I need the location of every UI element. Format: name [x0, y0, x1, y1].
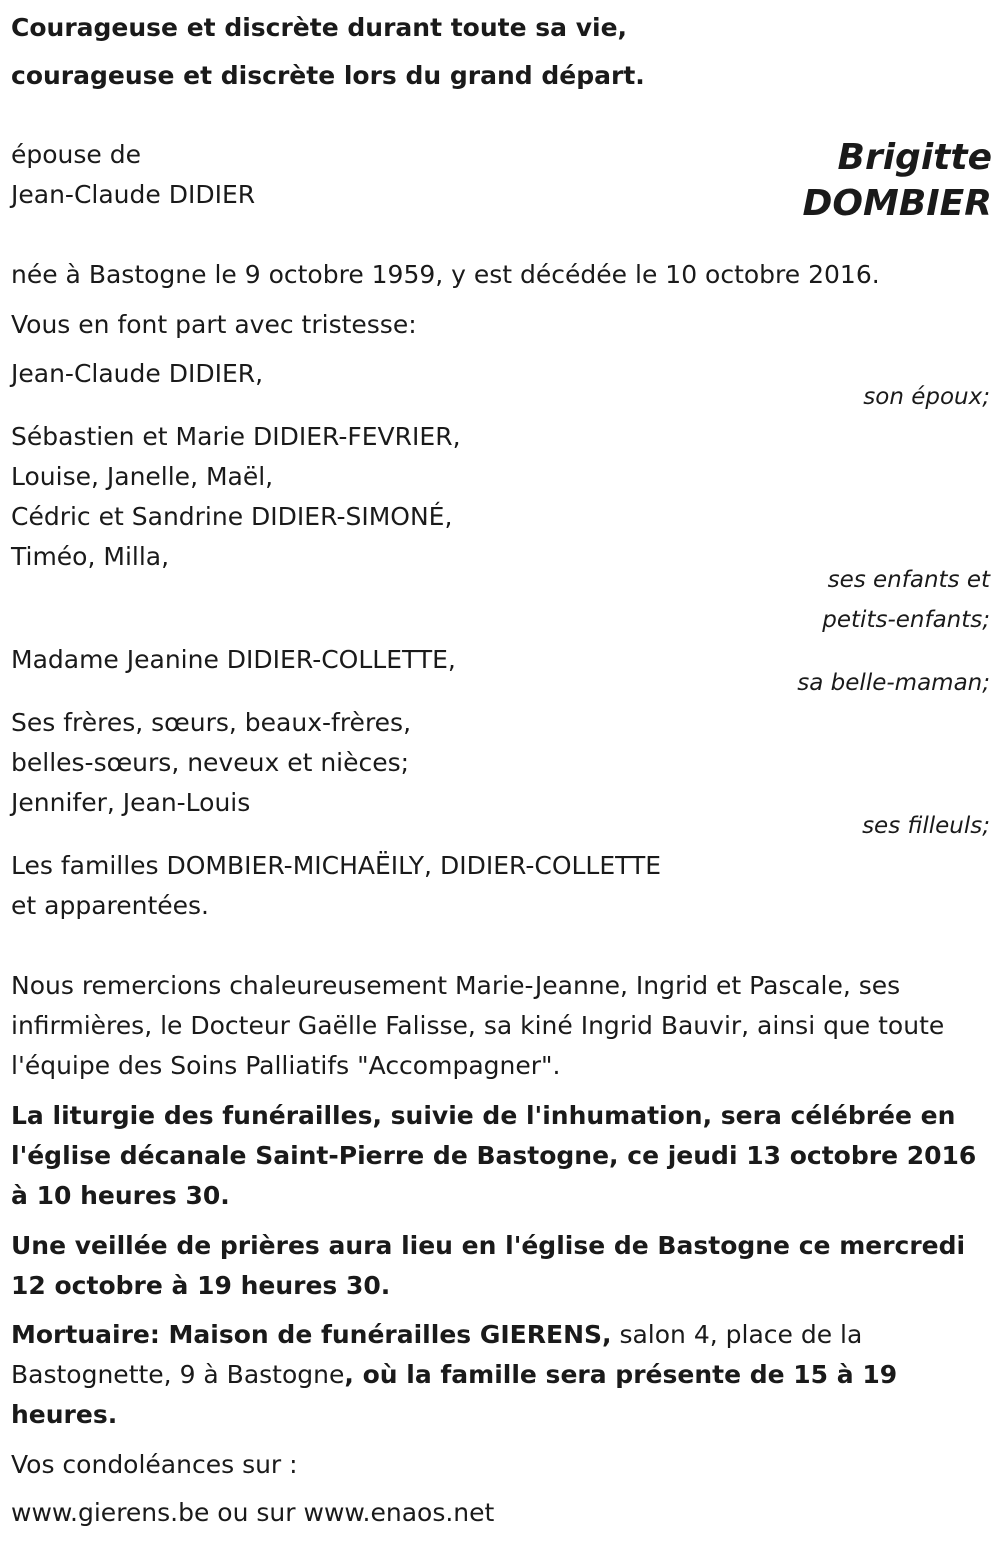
deceased-first-name: Brigitte [837, 137, 992, 178]
child-line-1: Sébastien et Marie DIDIER-FEVRIER, [11, 422, 461, 451]
announcement-line: Vous en font part avec tristesse: [11, 310, 417, 339]
families-line-1: Les familles DOMBIER-MICHAËILY, DIDIER-COLLETTE [11, 851, 662, 880]
child-line-2: Louise, Janelle, Maël, [11, 462, 274, 491]
husband-role: son époux; [863, 384, 990, 410]
godchildren-role: ses filleuls; [862, 813, 990, 839]
mortuary-hours: , où la famille sera présente de 15 à 19 heures. [11, 1360, 898, 1429]
deceased-last-name: DOMBIER [802, 183, 992, 224]
siblings-line-1: Ses frères, sœurs, beaux-frères, [11, 708, 412, 737]
intro-line-2: courageuse et discrète lors du grand départ. [11, 61, 645, 90]
husband-name: Jean-Claude DIDIER, [11, 359, 264, 388]
spouse-label: épouse de [11, 140, 141, 169]
mortuary-name: Mortuaire: Maison de funérailles GIERENS, [11, 1320, 612, 1349]
condolences-sites: www.gierens.be ou sur www.enaos.net [11, 1498, 495, 1527]
birth-death-line: née à Bastogne le 9 octobre 1959, y est décédée le 10 octobre 2016. [11, 260, 880, 289]
spouse-name: Jean-Claude DIDIER [11, 180, 256, 209]
mother-in-law-role: sa belle-maman; [797, 670, 990, 696]
mortuary-paragraph [11, 1315, 991, 1435]
thanks-paragraph: Nous remercions chaleureusement Marie-Jeanne, Ingrid et Pascale, ses infirmières, le Docteur Gaëlle Falisse, sa kiné Ingrid Bauvir, ainsi que toute l'équipe des Soins Palliatifs "Accompagner". [11, 971, 945, 1080]
funeral-paragraph: La liturgie des funérailles, suivie de l'inhumation, sera célébrée en l'église décanale Saint-Pierre de Bastogne, ce jeudi 13 octobre 2016 à 10 heures 30. [11, 1101, 977, 1210]
condolences-label: Vos condoléances sur : [11, 1450, 298, 1479]
siblings-line-2: belles-sœurs, neveux et nièces; [11, 748, 410, 777]
mortuary-address: salon 4, place de la Bastognette, 9 à Bastogne [11, 1320, 863, 1389]
intro-line-1: Courageuse et discrète durant toute sa vie, [11, 13, 628, 42]
children-role-1: ses enfants et [827, 567, 990, 593]
vigil-paragraph: Une veillée de prières aura lieu en l'église de Bastogne ce mercredi 12 octobre à 19 heures 30. [11, 1231, 966, 1300]
godchildren-names: Jennifer, Jean-Louis [11, 788, 251, 817]
mother-in-law-name: Madame Jeanine DIDIER-COLLETTE, [11, 645, 456, 674]
child-line-3: Cédric et Sandrine DIDIER-SIMONÉ, [11, 502, 453, 531]
families-line-2: et apparentées. [11, 891, 209, 920]
children-role-2: petits-enfants; [822, 607, 990, 633]
deceased-name [803, 135, 992, 227]
child-line-4: Timéo, Milla, [11, 542, 170, 571]
